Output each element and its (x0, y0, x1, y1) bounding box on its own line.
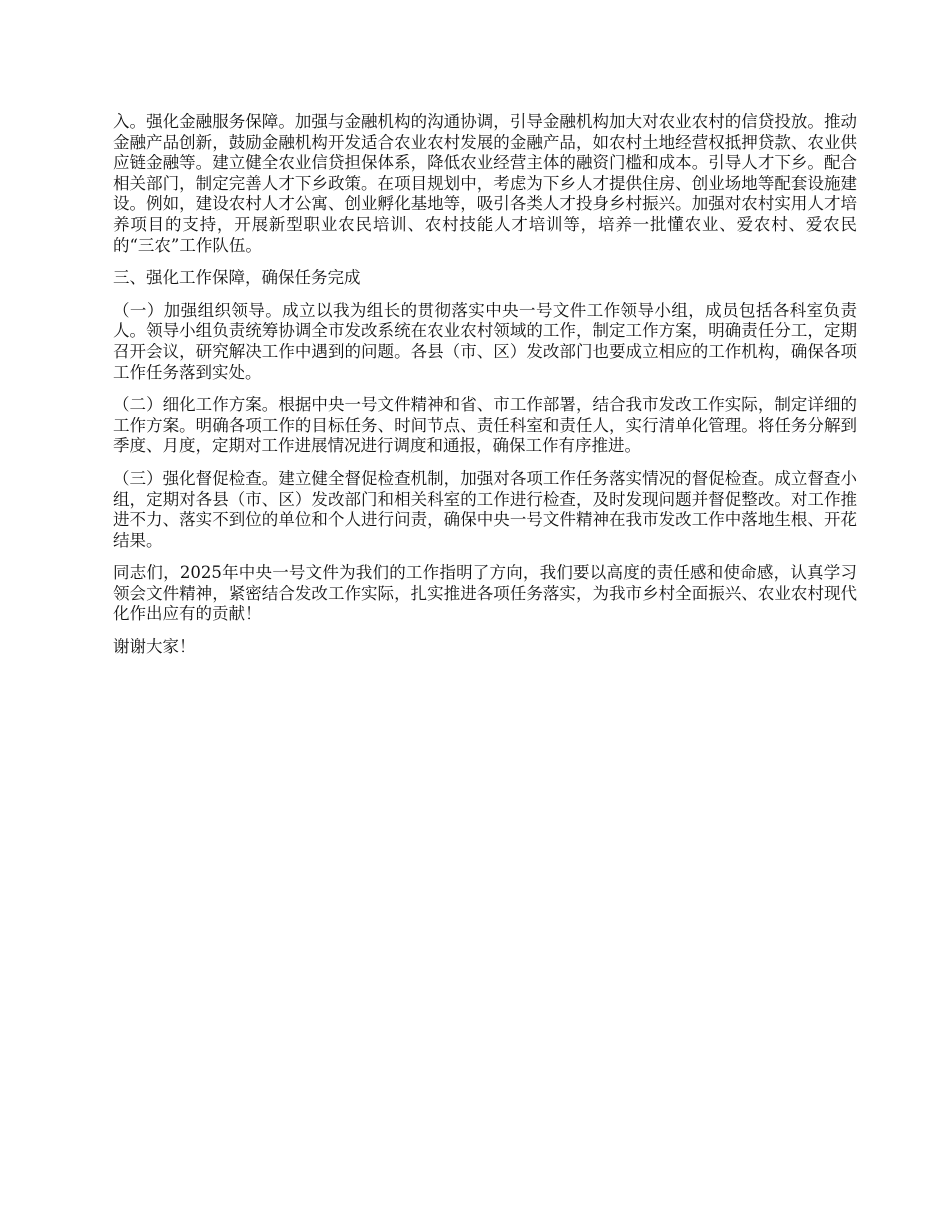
body-paragraph-supervision: （三）强化督促检查。建立健全督促检查机制，加强对各项工作任务落实情况的督促检查。成立督查小组，定期对各县（市、区）发改部门和相关科室的工作进行检查，及时发现问题并督促整改。对工作推进不力、落实不到位的单位和个人进行问责，确保中央一号文件精神在我市发改工作中落地生根、开花结果。 (113, 468, 857, 550)
body-paragraph-organization-leadership: （一）加强组织领导。成立以我为组长的贯彻落实中央一号文件工作领导小组，成员包括各科室负责人。领导小组负责统筹协调全市发改系统在农业农村领域的工作，制定工作方案，明确责任分工，定期召开会议，研究解决工作中遇到的问题。各县（市、区）发改部门也要成立相应的工作机构，确保各项工作任务落到实处。 (113, 300, 857, 382)
document-page (113, 112, 857, 658)
body-paragraph-work-plan: （二）细化工作方案。根据中央一号文件精神和省、市工作部署，结合我市发改工作实际，制定详细的工作方案。明确各项工作的目标任务、时间节点、责任科室和责任人，实行清单化管理。将任务分解到季度、月度，定期对工作进展情况进行调度和通报，确保工作有序推进。 (113, 395, 857, 456)
section-heading-work-guarantee: 三、强化工作保障，确保任务完成 (113, 268, 361, 288)
closing-thanks: 谢谢大家！ (113, 637, 196, 657)
body-paragraph-financial-talent: 入。强化金融服务保障。加强与金融机构的沟通协调，引导金融机构加大对农业农村的信贷投放。推动金融产品创新，鼓励金融机构开发适合农业农村发展的金融产品，如农村土地经营权抵押贷款、农业供应链金融等。建立健全农业信贷担保体系，降低农业经营主体的融资门槛和成本。引导人才下乡。配合相关部门，制定完善人才下乡政策。在项目规划中，考虑为下乡人才提供住房、创业场地等配套设施建设。例如，建设农村人才公寓、创业孵化基地等，吸引各类人才投身乡村振兴。加强对农村实用人才培养项目的支持，开展新型职业农民培训、农村技能人才培训等，培养一批懂农业、爱农村、爱农民的“三农”工作队伍。 (113, 112, 857, 255)
body-paragraph-closing: 同志们，2025年中央一号文件为我们的工作指明了方向，我们要以高度的责任感和使命感，认真学习领会文件精神，紧密结合发改工作实际，扎实推进各项任务落实，为我市乡村全面振兴、农业农村现代化作出应有的贡献！ (113, 563, 857, 624)
